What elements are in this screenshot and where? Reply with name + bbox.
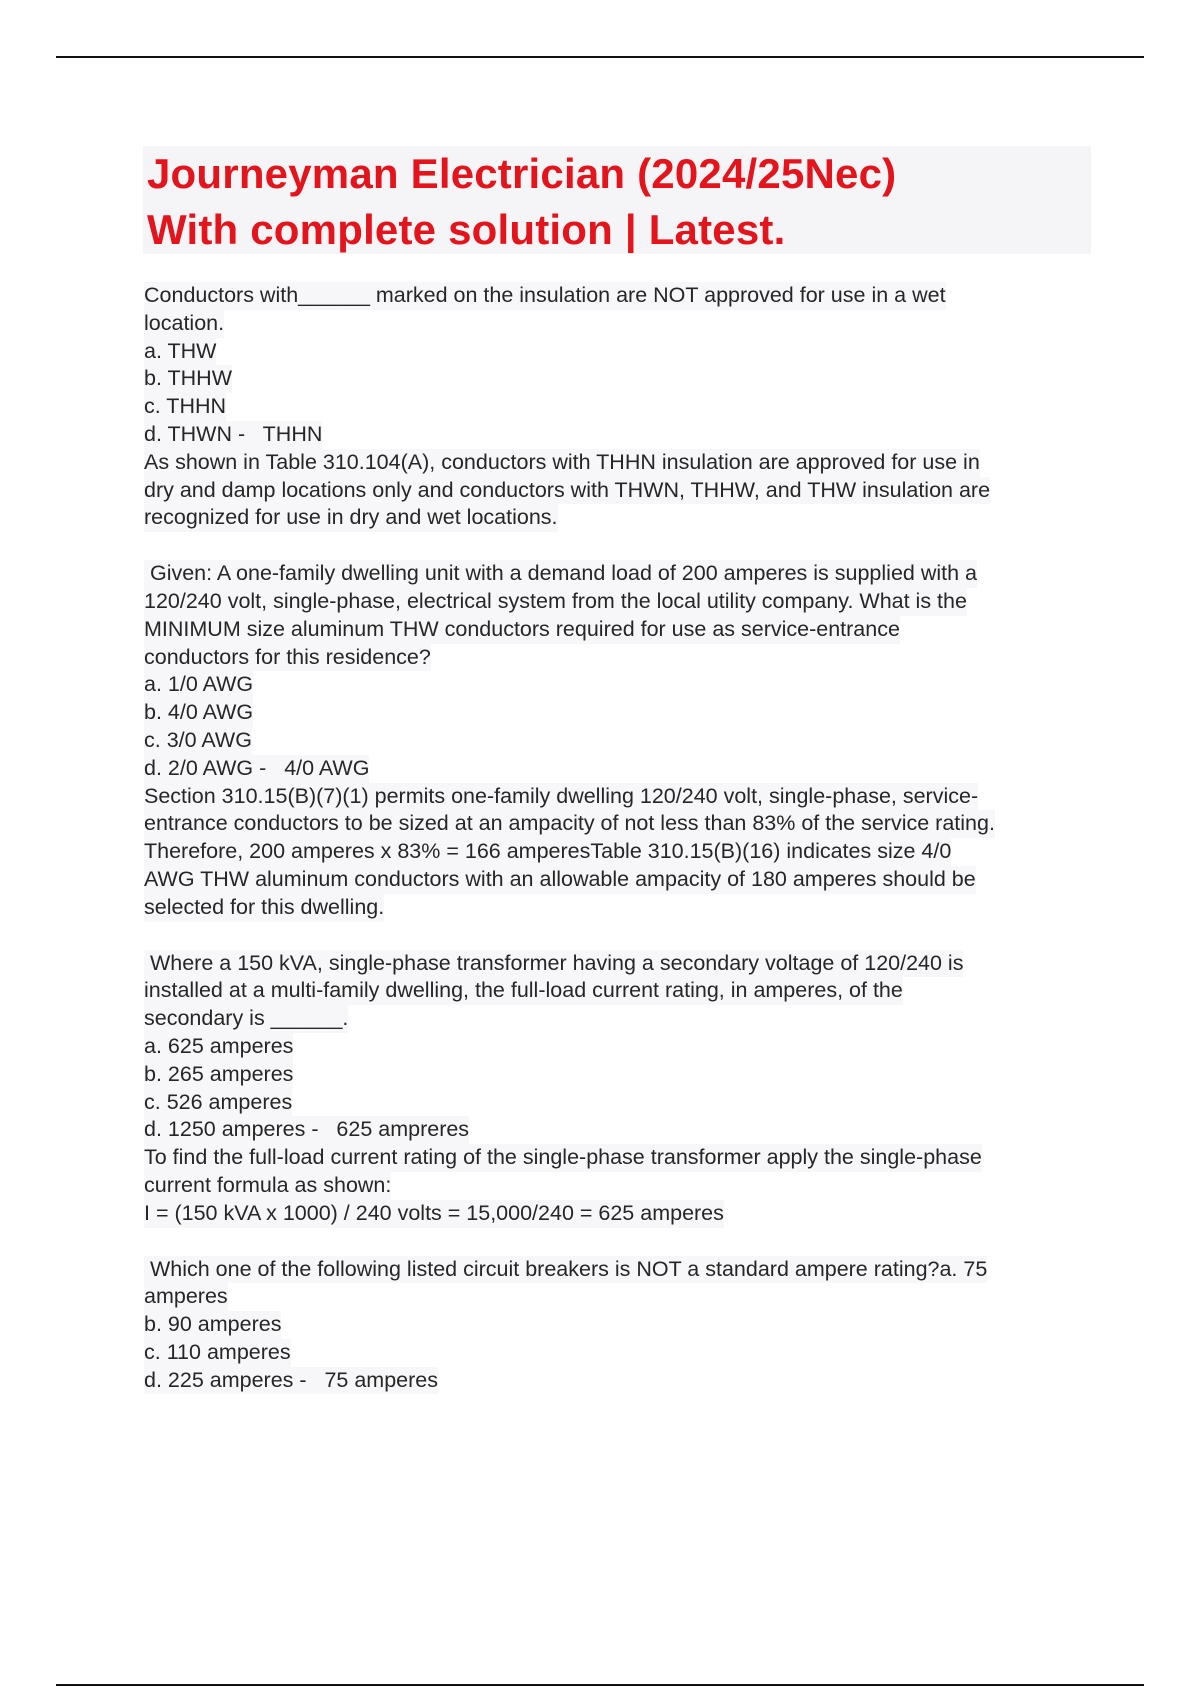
top-rule <box>56 56 1144 58</box>
answer-option: d. 225 amperes - 75 amperes <box>144 1367 438 1395</box>
question-2 <box>144 560 1094 921</box>
question-text: 120/240 volt, single-phase, electrical system from the local utility company. What is the <box>144 588 967 616</box>
title-line-2: With complete solution | Latest. <box>147 206 786 253</box>
explanation-text: dry and damp locations only and conductors with THWN, THHW, and THW insulation are <box>144 477 990 505</box>
bottom-rule <box>56 1684 1144 1686</box>
document-title <box>143 146 1091 254</box>
answer-option: a. 625 amperes <box>144 1033 293 1061</box>
answer-option: d. 2/0 AWG - 4/0 AWG <box>144 755 369 783</box>
answer-option: a. 1/0 AWG <box>144 671 253 699</box>
answer-option: b. 4/0 AWG <box>144 699 253 727</box>
question-text: conductors for this residence? <box>144 644 431 672</box>
answer-option: c. 526 amperes <box>144 1089 292 1117</box>
question-3 <box>144 950 1094 1228</box>
answer-option: c. 3/0 AWG <box>144 727 252 755</box>
question-text: amperes <box>144 1283 228 1311</box>
question-1 <box>144 282 1094 532</box>
question-list <box>144 282 1094 1422</box>
explanation-text: Therefore, 200 amperes x 83% = 166 amperesTable 310.15(B)(16) indicates size 4/0 <box>144 838 951 866</box>
answer-option: d. 1250 amperes - 625 ampreres <box>144 1116 469 1144</box>
question-text: location. <box>144 310 224 338</box>
answer-option: c. THHN <box>144 393 226 421</box>
question-text: secondary is ______. <box>144 1005 348 1033</box>
question-text: MINIMUM size aluminum THW conductors required for use as service-entrance <box>144 616 900 644</box>
question-text: Conductors with______ marked on the insulation are NOT approved for use in a wet <box>144 282 946 310</box>
answer-option: d. THWN - THHN <box>144 421 322 449</box>
explanation-text: As shown in Table 310.104(A), conductors with THHN insulation are approved for use in <box>144 449 980 477</box>
question-4 <box>144 1256 1094 1395</box>
answer-option: c. 110 amperes <box>144 1339 291 1367</box>
explanation-text: entrance conductors to be sized at an ampacity of not less than 83% of the service rating. <box>144 810 995 838</box>
answer-option: b. 90 amperes <box>144 1311 281 1339</box>
explanation-text: I = (150 kVA x 1000) / 240 volts = 15,000/240 = 625 amperes <box>144 1200 724 1228</box>
explanation-text: selected for this dwelling. <box>144 894 384 922</box>
explanation-text: Section 310.15(B)(7)(1) permits one-family dwelling 120/240 volt, single-phase, service- <box>144 783 978 811</box>
answer-option: a. THW <box>144 338 216 366</box>
question-text: Where a 150 kVA, single-phase transformer having a secondary voltage of 120/240 is <box>144 950 963 978</box>
title-line-1: Journeyman Electrician (2024/25Nec) <box>147 150 897 197</box>
answer-option: b. THHW <box>144 365 232 393</box>
explanation-text: recognized for use in dry and wet locations. <box>144 504 558 532</box>
explanation-text: current formula as shown: <box>144 1172 391 1200</box>
explanation-text: To find the full-load current rating of the single-phase transformer apply the single-phase <box>144 1144 982 1172</box>
explanation-text: AWG THW aluminum conductors with an allowable ampacity of 180 amperes should be <box>144 866 976 894</box>
answer-option: b. 265 amperes <box>144 1061 293 1089</box>
question-text: Which one of the following listed circuit breakers is NOT a standard ampere rating?a. 75 <box>144 1256 987 1284</box>
question-text: installed at a multi-family dwelling, the full-load current rating, in amperes, of the <box>144 977 903 1005</box>
question-text: Given: A one-family dwelling unit with a demand load of 200 amperes is supplied with a <box>144 560 977 588</box>
